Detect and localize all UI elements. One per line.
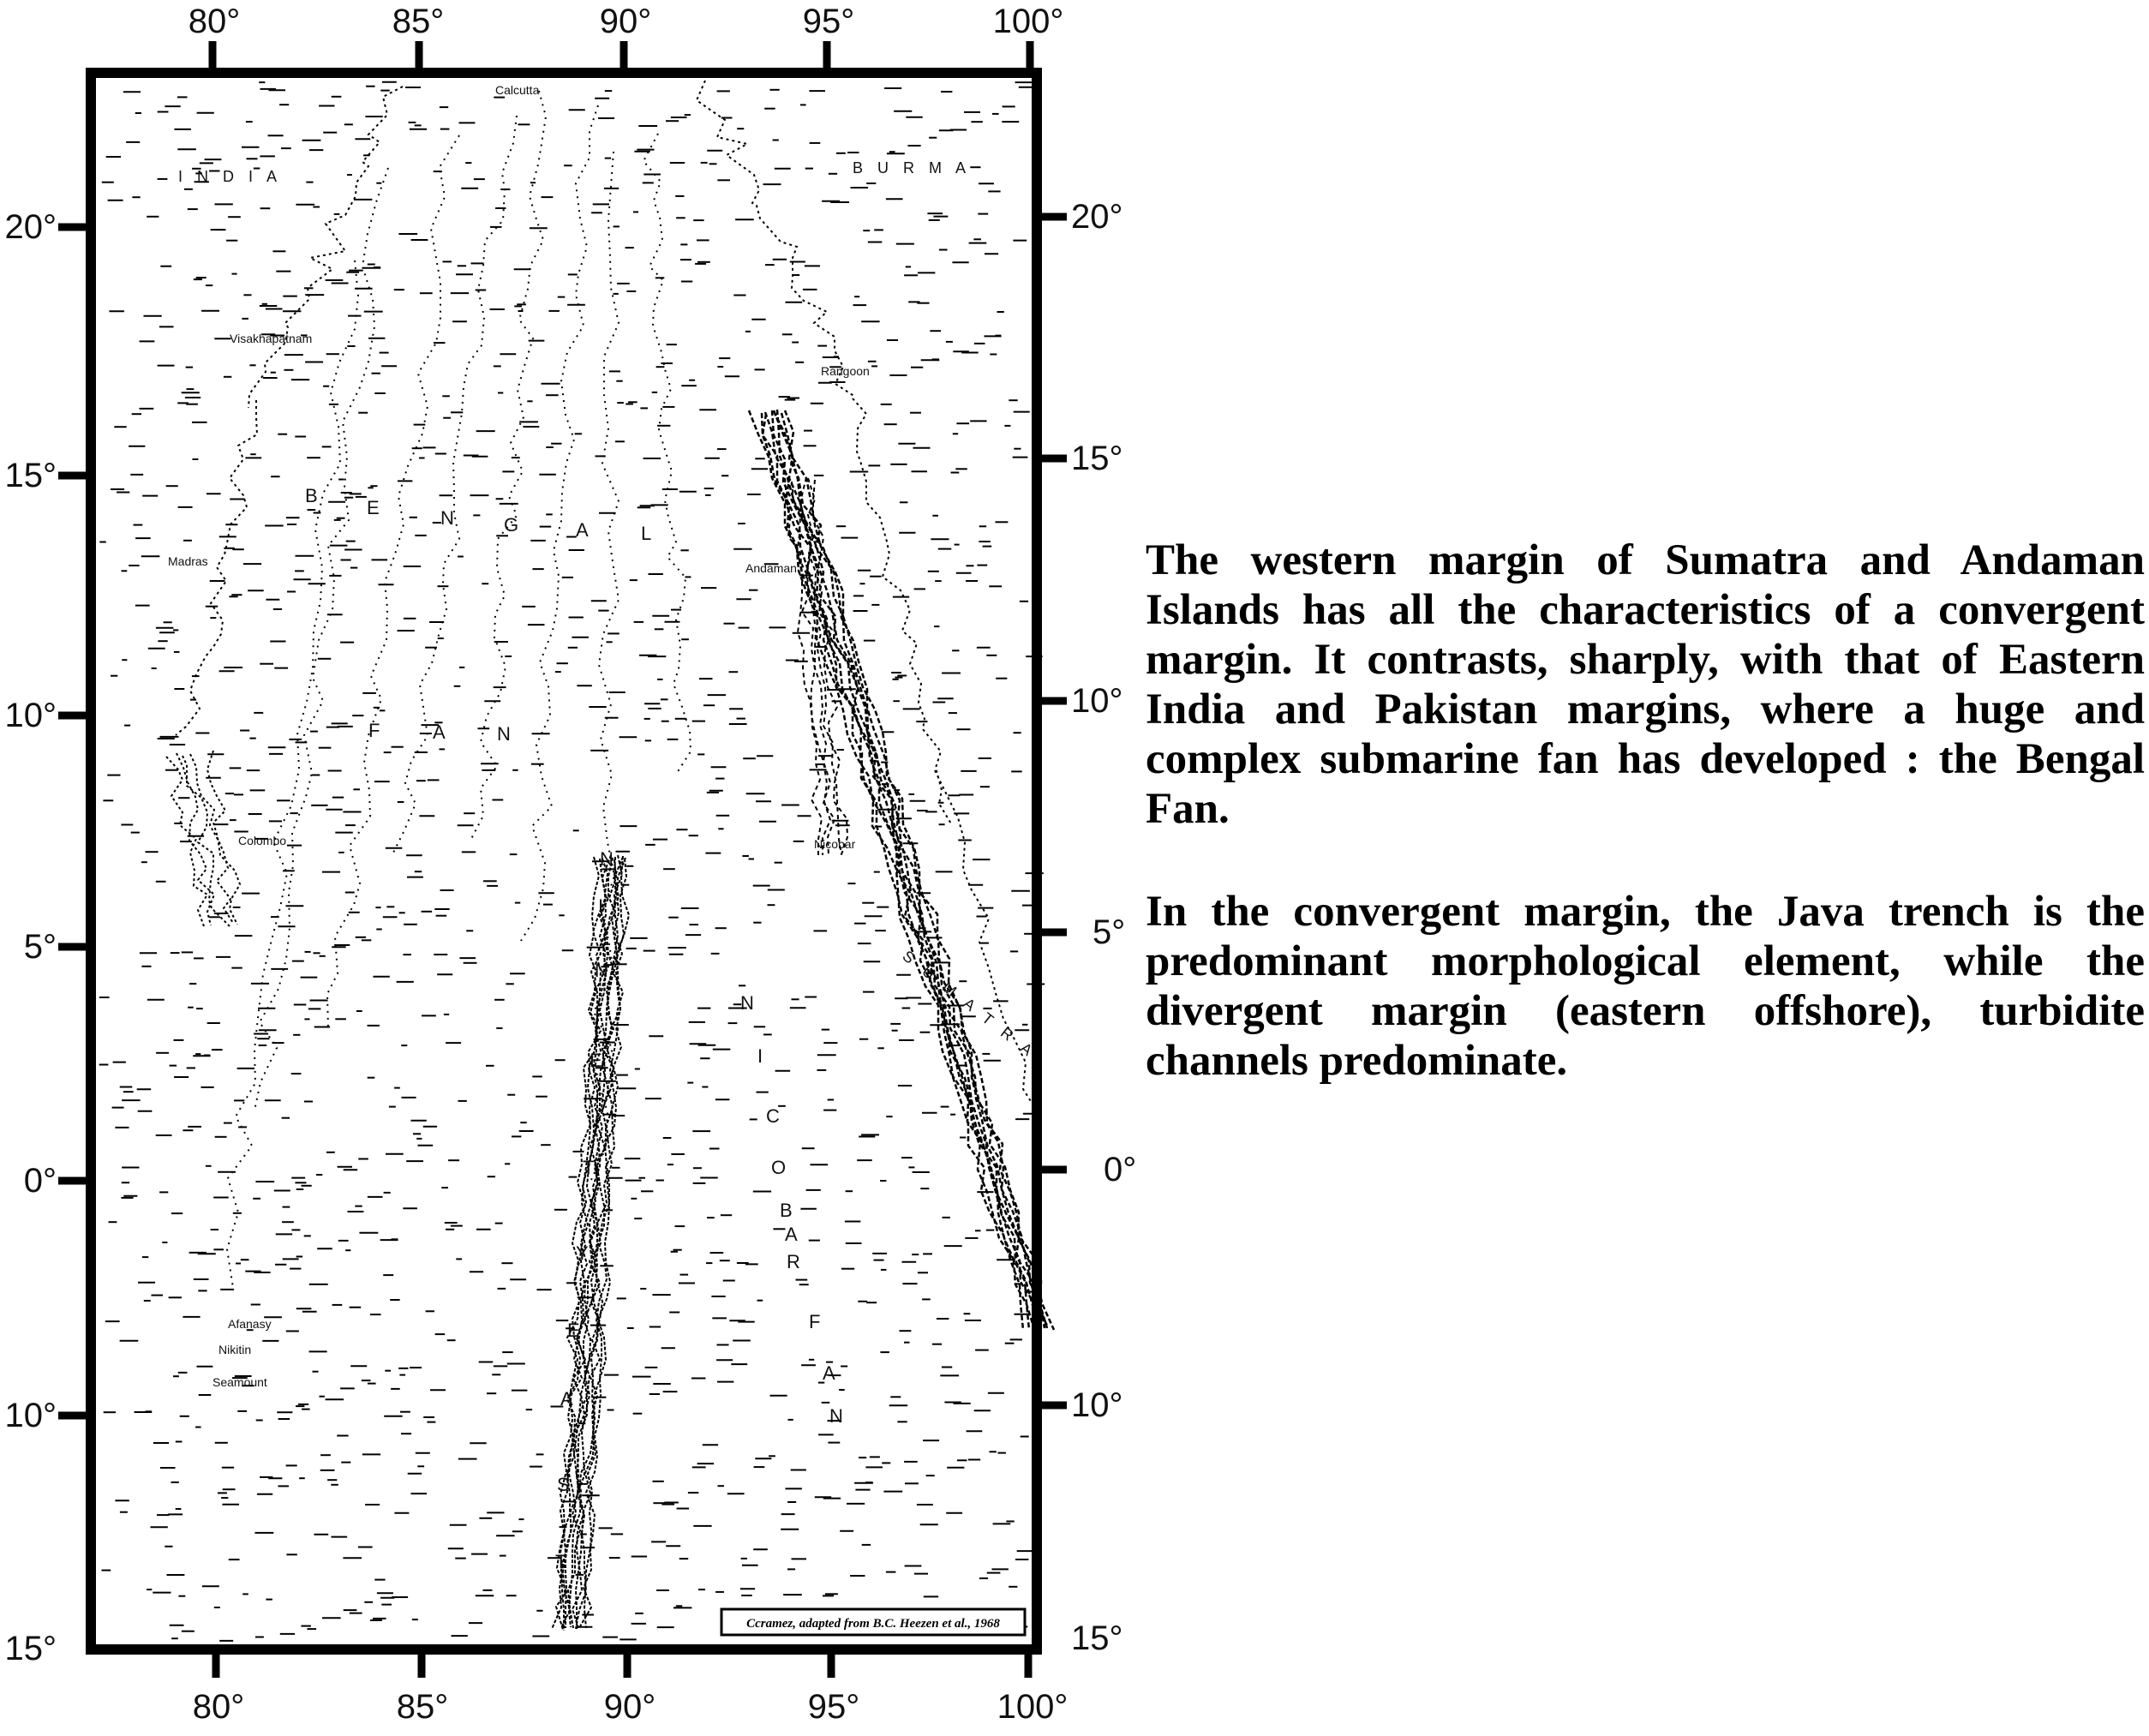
label-andaman: Andaman bbox=[745, 561, 797, 575]
nicobar-letter-3: C bbox=[766, 1105, 780, 1127]
nicobar-letter-4: O bbox=[771, 1157, 787, 1178]
bottom-longitude-labels bbox=[193, 1688, 1069, 1726]
right-lat-label-5n: 5° bbox=[1092, 913, 1126, 951]
label-visakhapatnam: Visakhapatnam bbox=[230, 332, 313, 345]
fan-letter-3: N bbox=[497, 723, 511, 745]
map-frame bbox=[91, 73, 1037, 1649]
top-lon-label-95: 95° bbox=[802, 3, 855, 40]
top-lon-label-80: 80° bbox=[188, 3, 241, 40]
bengal-letter-5: A bbox=[576, 519, 589, 541]
description-paragraph-1: The western margin of Sumatra and Andaman Islands has all the characteristics of a convergent margin. It contrasts, sharply, with that of Eastern India and Pakistan margins, where a huge and complex submarine fan has developed : the Bengal Fan. bbox=[1146, 536, 2145, 833]
description-paragraph-2: In the convergent margin, the Java trench is the predominant morphological element, while the divergent margin (eastern offshore), turbidite channels predominate. bbox=[1146, 888, 2145, 1085]
bottom-lon-label-90: 90° bbox=[603, 1688, 656, 1726]
top-lon-label-85: 85° bbox=[392, 3, 445, 40]
label-nicobar-is: Nicobar bbox=[814, 837, 856, 851]
ninetyeast-letter-6: Y bbox=[576, 1242, 589, 1264]
label-sumatra: S U M A T R A bbox=[899, 947, 1040, 1063]
ninetyeast-letter-2: I bbox=[598, 895, 604, 917]
credit-box bbox=[721, 1609, 1025, 1635]
nicobar-letter-5: B bbox=[780, 1200, 793, 1221]
right-lat-label-20n: 20° bbox=[1071, 198, 1123, 236]
ninetyeast-letter-3: N bbox=[595, 960, 608, 981]
label-nikitin: Nikitin bbox=[218, 1343, 252, 1356]
fan-letter-2: A bbox=[433, 721, 446, 743]
left-lat-label-0: 0° bbox=[23, 1162, 57, 1200]
ninetyeast-letter-10: T bbox=[555, 1551, 567, 1572]
label-calcutta: Calcutta bbox=[495, 83, 540, 97]
nicobar-fan-letter-1: F bbox=[809, 1311, 821, 1332]
fan-letter-1: F bbox=[368, 720, 380, 741]
left-lat-label-15s: 15° bbox=[4, 1630, 57, 1667]
right-latitude-labels bbox=[1071, 198, 1136, 1657]
bengal-letter-3: N bbox=[440, 507, 454, 529]
left-lat-label-10s: 10° bbox=[4, 1397, 57, 1434]
right-lat-label-10n: 10° bbox=[1071, 682, 1123, 720]
ninetyeast-letter-5: T bbox=[583, 1157, 595, 1178]
nicobar-letter-2: I bbox=[757, 1045, 763, 1067]
label-colombo: Colombo bbox=[238, 834, 287, 847]
bottom-lon-label-85: 85° bbox=[396, 1688, 449, 1726]
bengal-letter-2: E bbox=[367, 497, 380, 518]
left-lat-label-15n: 15° bbox=[4, 457, 57, 494]
left-lat-label-5n: 5° bbox=[23, 928, 57, 966]
bengal-letter-1: B bbox=[305, 485, 318, 506]
label-seamount: Seamount bbox=[213, 1375, 267, 1389]
credit-text: Ccramez, adapted from B.C. Heezen et al., 1968 bbox=[746, 1617, 1000, 1631]
label-burma: B U R M A bbox=[853, 159, 972, 177]
right-lat-label-15s: 15° bbox=[1071, 1619, 1123, 1657]
label-india: I N D I A bbox=[178, 168, 283, 185]
bottom-lon-label-80: 80° bbox=[192, 1688, 245, 1726]
ninetyeast-letter-4: E bbox=[590, 1050, 602, 1071]
nicobar-letter-6: A bbox=[785, 1224, 798, 1245]
nicobar-letter-7: R bbox=[787, 1251, 800, 1272]
left-latitude-labels bbox=[5, 208, 57, 1667]
left-lat-label-20n: 20° bbox=[4, 208, 57, 246]
nicobar-fan-letter-2: A bbox=[823, 1362, 835, 1384]
right-lat-label-0: 0° bbox=[1104, 1151, 1137, 1188]
top-lon-label-90: 90° bbox=[599, 3, 652, 40]
right-lat-label-10s: 10° bbox=[1071, 1386, 1123, 1424]
bottom-lon-label-100: 100° bbox=[997, 1688, 1069, 1726]
label-rangoon: Rangoon bbox=[821, 364, 870, 378]
top-lon-label-100: 100° bbox=[992, 3, 1064, 40]
bottom-lon-label-95: 95° bbox=[807, 1688, 860, 1726]
nicobar-letter-1: N bbox=[740, 992, 754, 1014]
bengal-letter-6: L bbox=[641, 523, 652, 544]
left-lat-label-10n: 10° bbox=[4, 697, 57, 734]
label-afanasy: Afanasy bbox=[228, 1317, 272, 1331]
ninetyeast-letter-9: S bbox=[557, 1474, 570, 1495]
ninetyeast-letter-7: E bbox=[567, 1320, 580, 1341]
nicobar-fan-letter-3: N bbox=[829, 1405, 843, 1427]
ninetyeast-letter-8: A bbox=[560, 1388, 573, 1410]
top-longitude-labels bbox=[189, 3, 1064, 40]
ninetyeast-letter-1: N bbox=[600, 848, 614, 870]
bengal-letter-4: G bbox=[504, 514, 519, 536]
right-lat-label-15n: 15° bbox=[1071, 440, 1123, 477]
label-madras: Madras bbox=[168, 554, 208, 568]
